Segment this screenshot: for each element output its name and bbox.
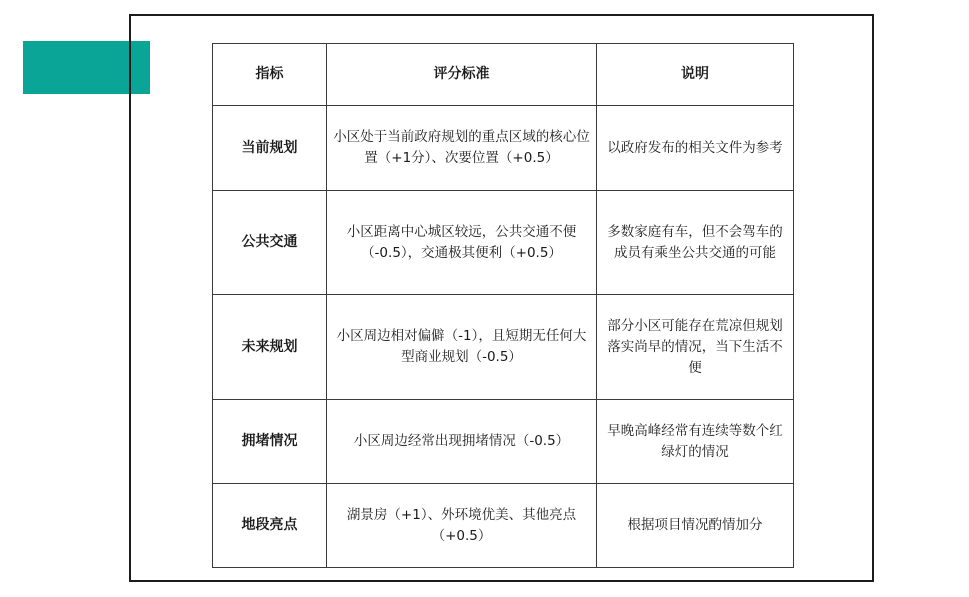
header-indicator: 指标	[213, 44, 327, 106]
table-row	[213, 484, 794, 568]
indicator-cell: 地段亮点	[213, 484, 327, 568]
criterion-cell: 湖景房（+1）、外环境优美、其他亮点（+0.5）	[327, 484, 597, 568]
criterion-cell: 小区周边相对偏僻（-1），且短期无任何大型商业规划（-0.5）	[327, 295, 597, 400]
indicator-cell: 公共交通	[213, 191, 327, 295]
indicator-cell: 当前规划	[213, 106, 327, 191]
header-criterion: 评分标准	[327, 44, 597, 106]
criterion-cell: 小区周边经常出现拥堵情况（-0.5）	[327, 400, 597, 484]
note-cell: 多数家庭有车，但不会驾车的成员有乘坐公共交通的可能	[597, 191, 794, 295]
header-note: 说明	[597, 44, 794, 106]
indicator-cell: 未来规划	[213, 295, 327, 400]
note-cell: 早晚高峰经常有连续等数个红绿灯的情况	[597, 400, 794, 484]
criterion-cell: 小区处于当前政府规划的重点区域的核心位置（+1分）、次要位置（+0.5）	[327, 106, 597, 191]
indicator-cell: 拥堵情况	[213, 400, 327, 484]
criterion-cell: 小区距离中心城区较远，公共交通不便（-0.5），交通极其便利（+0.5）	[327, 191, 597, 295]
note-cell: 以政府发布的相关文件为参考	[597, 106, 794, 191]
table-row	[213, 295, 794, 400]
table-row	[213, 106, 794, 191]
note-cell: 部分小区可能存在荒凉但规划落实尚早的情况，当下生活不便	[597, 295, 794, 400]
table-row	[213, 191, 794, 295]
table-header-row	[213, 44, 794, 106]
scoring-criteria-table	[212, 43, 794, 568]
table-row	[213, 400, 794, 484]
note-cell: 根据项目情况酌情加分	[597, 484, 794, 568]
